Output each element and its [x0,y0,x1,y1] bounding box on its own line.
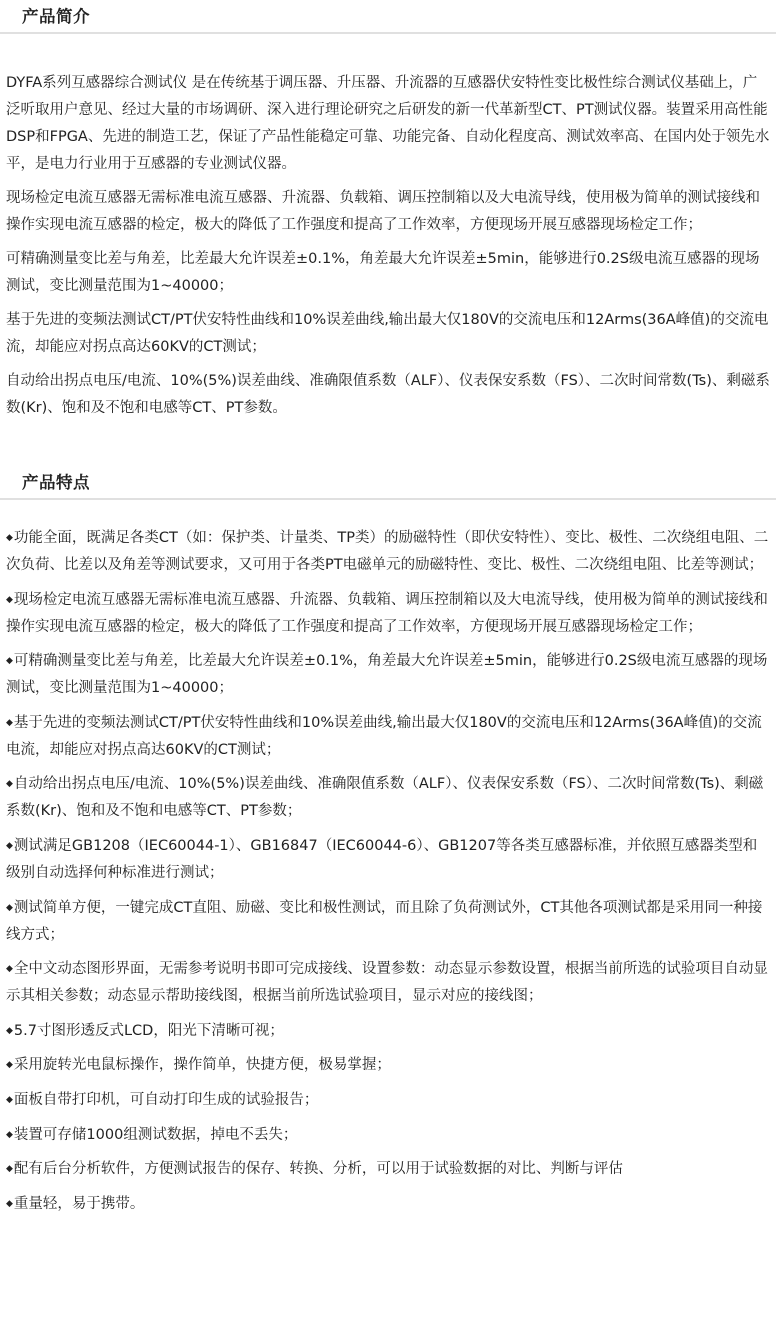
feature-item [6,1191,770,1218]
feature-text: 现场检定电流互感器无需标准电流互感器、升流器、负载箱、调压控制箱以及大电流导线，使用极为简单的测试接线和操作实现电流互感器的检定，极大的降低了工作强度和提高了工作效率，方便现场开展互感器现场检定工作； [6,591,768,635]
product-intro-section [0,0,776,422]
diamond-bullet-icon: ◆ [6,656,13,667]
feature-item [6,833,770,887]
diamond-bullet-icon: ◆ [6,779,13,790]
features-title: 产品特点 [22,473,90,492]
feature-text: 基于先进的变频法测试CT/PT伏安特性曲线和10%误差曲线,输出最大仅180V的交流电压和12Arms(36A峰值)的交流电流，却能应对拐点高达60KV的CT测试； [6,714,762,758]
feature-text: 全中文动态图形界面，无需参考说明书即可完成接线、设置参数：动态显示参数设置，根据当前所选的试验项目自动显示其相关参数；动态显示帮助接线图，根据当前所选试验项目，显示对应的接线图； [6,961,768,1005]
diamond-bullet-icon: ◆ [6,1164,13,1175]
feature-text: 5.7寸图形透反式LCD，阳光下清晰可视； [13,1022,284,1039]
feature-item [6,648,770,702]
product-features-section [0,466,776,1218]
intro-title: 产品简介 [22,7,90,26]
diamond-bullet-icon: ◆ [6,964,13,975]
feature-item [6,1156,770,1183]
feature-text: 自动给出拐点电压/电流、10%(5%)误差曲线、准确限值系数（ALF）、仪表保安系数（FS）、二次时间常数(Ts)、剩磁系数(Kr)、饱和及不饱和电感等CT、PT参数； [6,776,764,820]
feature-text: 可精确测量变比差与角差，比差最大允许误差±0.1%，角差最大允许误差±5min，能够进行0.2S级电流互感器的现场测试，变比测量范围为1~40000； [6,653,768,697]
feature-text: 测试满足GB1208（IEC60044-1）、GB16847（IEC60044-6）、GB1207等各类互感器标准，并依照互感器类型和级别自动选择何种标准进行测试； [6,837,758,881]
diamond-bullet-icon: ◆ [6,1025,13,1036]
diamond-bullet-icon: ◆ [6,1198,13,1209]
diamond-bullet-icon: ◆ [6,1129,13,1140]
diamond-bullet-icon: ◆ [6,840,13,851]
feature-text: 测试简单方便，一键完成CT直阻、励磁、变比和极性测试，而且除了负荷测试外，CT其他各项测试都是采用同一种接线方式； [6,899,763,943]
diamond-bullet-icon: ◆ [6,533,13,543]
feature-item [6,1018,770,1045]
intro-body [0,34,776,422]
feature-item [6,771,770,825]
intro-paragraph: 基于先进的变频法测试CT/PT伏安特性曲线和10%误差曲线,输出最大仅180V的交流电压和12Arms(36A峰值)的交流电流，却能应对拐点高达60KV的CT测试； [6,312,769,355]
intro-paragraph: 可精确测量变比差与角差，比差最大允许误差±0.1%，角差最大允许误差±5min，能够进行0.2S级电流互感器的现场测试，变比测量范围为1~40000； [6,251,760,294]
feature-item [6,587,770,641]
features-heading-bar [0,466,776,500]
features-list [0,500,776,1218]
feature-text: 装置可存储1000组测试数据，掉电不丢失； [13,1126,298,1143]
diamond-bullet-icon: ◆ [6,717,13,728]
intro-paragraph: 现场检定电流互感器无需标准电流互感器、升流器、负载箱、调压控制箱以及大电流导线，使用极为简单的测试接线和操作实现电流互感器的检定，极大的降低了工作强度和提高了工作效率，方便现场开展互感器现场检定工作； [6,190,760,233]
feature-item [6,1087,770,1114]
feature-item [6,710,770,764]
intro-heading-bar [0,0,776,34]
diamond-bullet-icon: ◆ [6,594,13,605]
feature-text: 配有后台分析软件，方便测试报告的保存、转换、分析，可以用于试验数据的对比、判断与评估 [13,1161,623,1178]
feature-text: 功能全面，既满足各类CT（如：保护类、计量类、TP类）的励磁特性（即伏安特性）、变比、极性、二次绕组电阻、二次负荷、比差以及角差等测试要求，又可用于各类PT电磁单元的励磁特性、变比、极性、二次绕组电阻、比差等测试； [6,530,769,573]
diamond-bullet-icon: ◆ [6,902,13,913]
intro-paragraph: DYFA系列互感器综合测试仪 是在传统基于调压器、升压器、升流器的互感器伏安特性变比极性综合测试仪基础上，广泛听取用户意见、经过大量的市场调研、深入进行理论研究之后研发的新一代革新型CT、PT测试仪器。装置采用高性能DSP和FPGA、先进的制造工艺，保证了产品性能稳定可靠、功能完备、自动化程度高、测试效率高、在国内处于领先水平，是电力行业用于互感器的专业测试仪器。 [6,75,770,172]
feature-text: 采用旋转光电鼠标操作，操作简单，快捷方便，极易掌握； [13,1057,391,1074]
diamond-bullet-icon: ◆ [6,1060,13,1071]
diamond-bullet-icon: ◆ [6,1094,13,1105]
intro-paragraph: 自动给出拐点电压/电流、10%(5%)误差曲线、准确限值系数（ALF）、仪表保安系数（FS）、二次时间常数(Ts)、剩磁系数(Kr)、饱和及不饱和电感等CT、PT参数。 [6,373,770,416]
feature-item [6,525,770,579]
feature-item [6,956,770,1010]
feature-item [6,1122,770,1149]
feature-item [6,1052,770,1079]
feature-text: 重量轻，易于携带。 [13,1195,145,1212]
feature-text: 面板自带打印机，可自动打印生成的试验报告； [13,1091,319,1108]
feature-item [6,895,770,949]
